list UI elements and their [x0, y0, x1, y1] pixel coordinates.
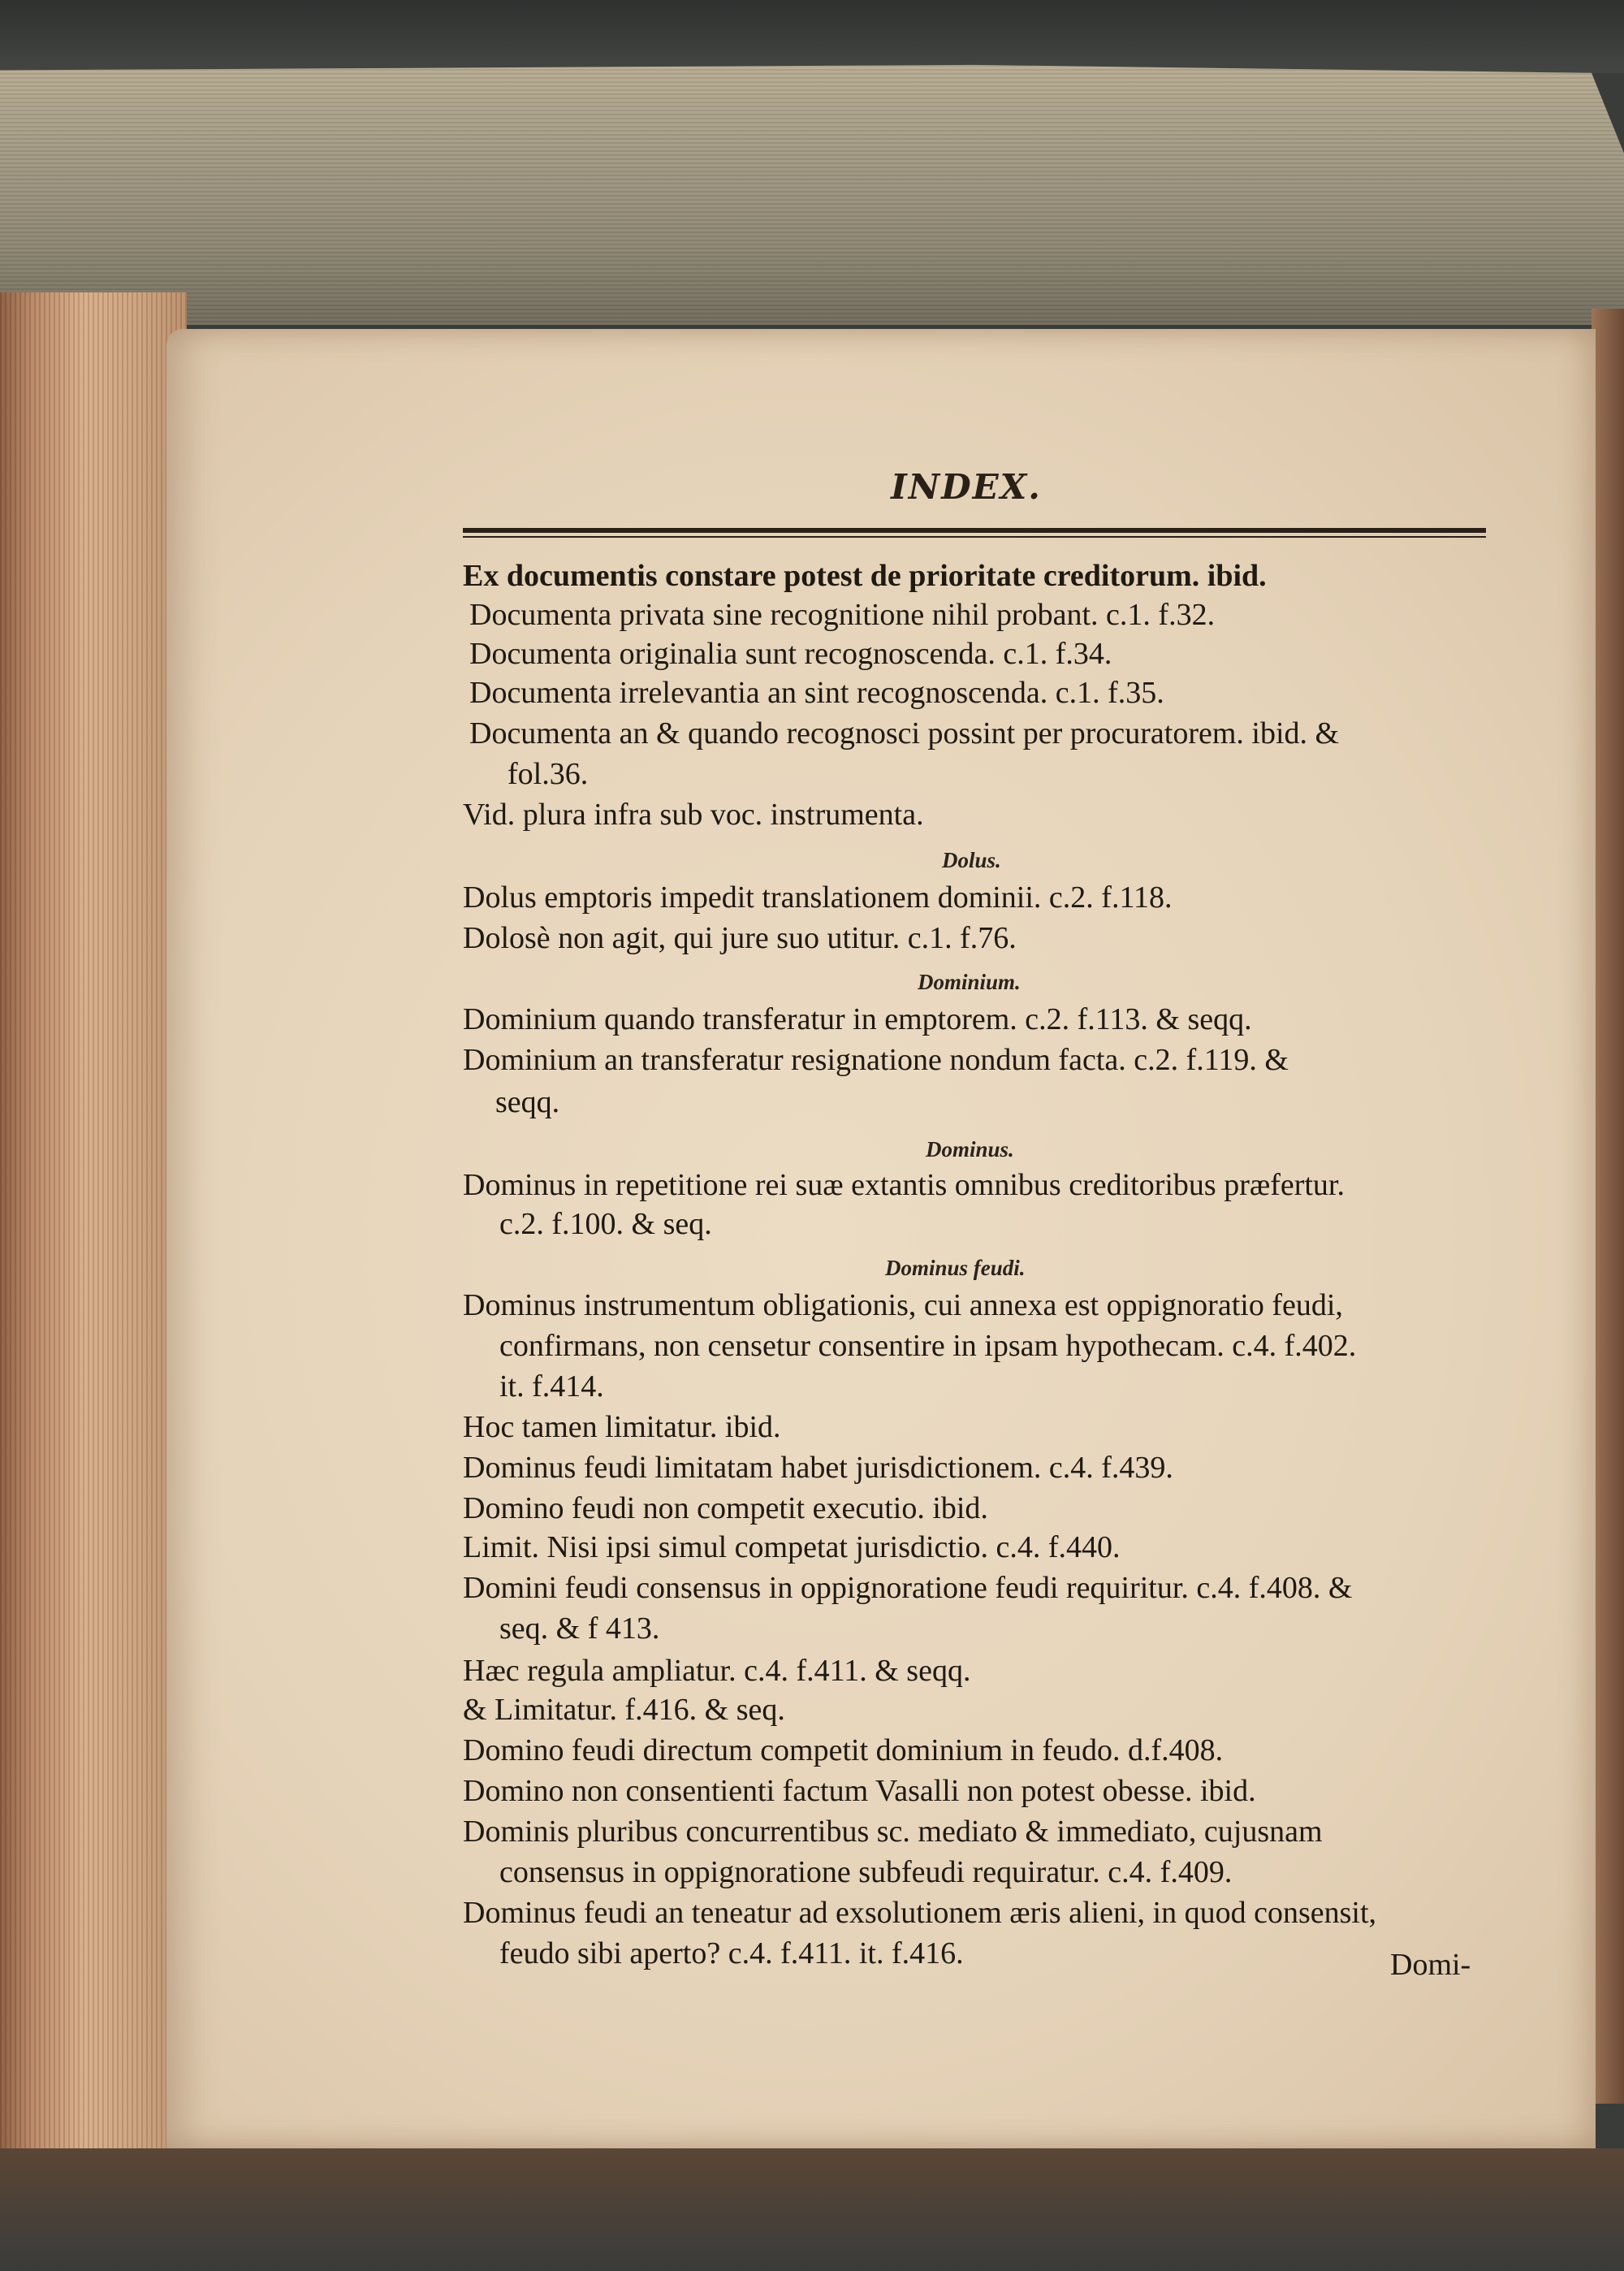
- index-entry: Domini feudi consensus in oppignoratione feudi requiritur. c.4. f.408. &: [463, 1571, 1353, 1605]
- index-entry-continuation: consensus in oppignoratione subfeudi requiratur. c.4. f.409.: [499, 1855, 1233, 1889]
- index-entry-continuation: it. f.414.: [499, 1369, 604, 1404]
- index-entry: Vid. plura infra sub voc. instrumenta.: [463, 798, 924, 832]
- running-head: INDEX.: [891, 467, 1042, 507]
- index-entry: Documenta an & quando recognosci possint per procuratorem. ibid. &: [469, 716, 1340, 751]
- index-entry-continuation: c.2. f.100. & seq.: [499, 1207, 712, 1241]
- index-entry-continuation: feudo sibi aperto? c.4. f.411. it. f.416.: [499, 1936, 964, 1970]
- index-entry: Dominium quando transferatur in emptorem. c.2. f.113. & seqq.: [463, 1002, 1252, 1036]
- section-heading: Dominus.: [926, 1137, 1014, 1161]
- index-entry: & Limitatur. f.416. & seq.: [463, 1693, 785, 1727]
- index-entry: Dominus feudi limitatam habet jurisdictionem. c.4. f.439.: [463, 1451, 1173, 1485]
- book-bottom: [0, 2148, 1624, 2271]
- index-entry-continuation: fol.36.: [508, 757, 589, 791]
- index-entry: Ex documentis constare potest de prioritate creditorum. ibid.: [463, 559, 1267, 593]
- index-entry: Dolosè non agit, qui jure suo utitur. c.1. f.76.: [463, 921, 1017, 955]
- header-rule: [463, 528, 1486, 533]
- backdrop: [0, 0, 1624, 73]
- index-entry-continuation: seqq.: [495, 1085, 560, 1119]
- index-entry: Dominus feudi an teneatur ad exsolutionem æris alieni, in quod consensit,: [463, 1896, 1377, 1930]
- index-entry: Domino feudi non competit executio. ibid.: [463, 1491, 988, 1525]
- index-entry: Dominus in repetitione rei suæ extantis omnibus creditoribus præfertur.: [463, 1168, 1345, 1202]
- catchword: Domi-: [1390, 1948, 1471, 1982]
- section-heading: Dominus feudi.: [885, 1256, 1026, 1280]
- index-entry: Documenta originalia sunt recognoscenda. c.1. f.34.: [469, 637, 1112, 671]
- index-entry: Documenta privata sine recognitione nihil probant. c.1. f.32.: [469, 598, 1216, 632]
- index-entry: Hæc regula ampliatur. c.4. f.411. & seqq.: [463, 1654, 971, 1688]
- index-entry: Domino feudi directum competit dominium in feudo. d.f.408.: [463, 1733, 1224, 1767]
- index-entry-continuation: confirmans, non censetur consentire in ipsam hypothecam. c.4. f.402.: [499, 1329, 1357, 1363]
- index-entry: Documenta irrelevantia an sint recognoscenda. c.1. f.35.: [469, 676, 1164, 710]
- book-top-edge: [0, 57, 1624, 325]
- page-edges-left: [0, 292, 187, 2271]
- index-entry: Dolus emptoris impedit translationem dominii. c.2. f.118.: [463, 880, 1173, 915]
- section-heading: Dominium.: [918, 970, 1021, 994]
- index-entry-continuation: seq. & f 413.: [499, 1611, 660, 1646]
- index-entry: Dominus instrumentum obligationis, cui annexa est oppignoratio feudi,: [463, 1288, 1343, 1322]
- page-edges-right: [1592, 309, 1624, 2104]
- index-entry: Limit. Nisi ipsi simul competat jurisdictio. c.4. f.440.: [463, 1530, 1121, 1564]
- index-entry: Dominium an transferatur resignatione nondum facta. c.2. f.119. &: [463, 1043, 1289, 1077]
- index-entry: Domino non consentienti factum Vasalli non potest obesse. ibid.: [463, 1774, 1256, 1808]
- index-entry: Dominis pluribus concurrentibus sc. mediato & immediato, cujusnam: [463, 1815, 1323, 1849]
- section-heading: Dolus.: [942, 848, 1001, 872]
- index-entry: Hoc tamen limitatur. ibid.: [463, 1410, 781, 1444]
